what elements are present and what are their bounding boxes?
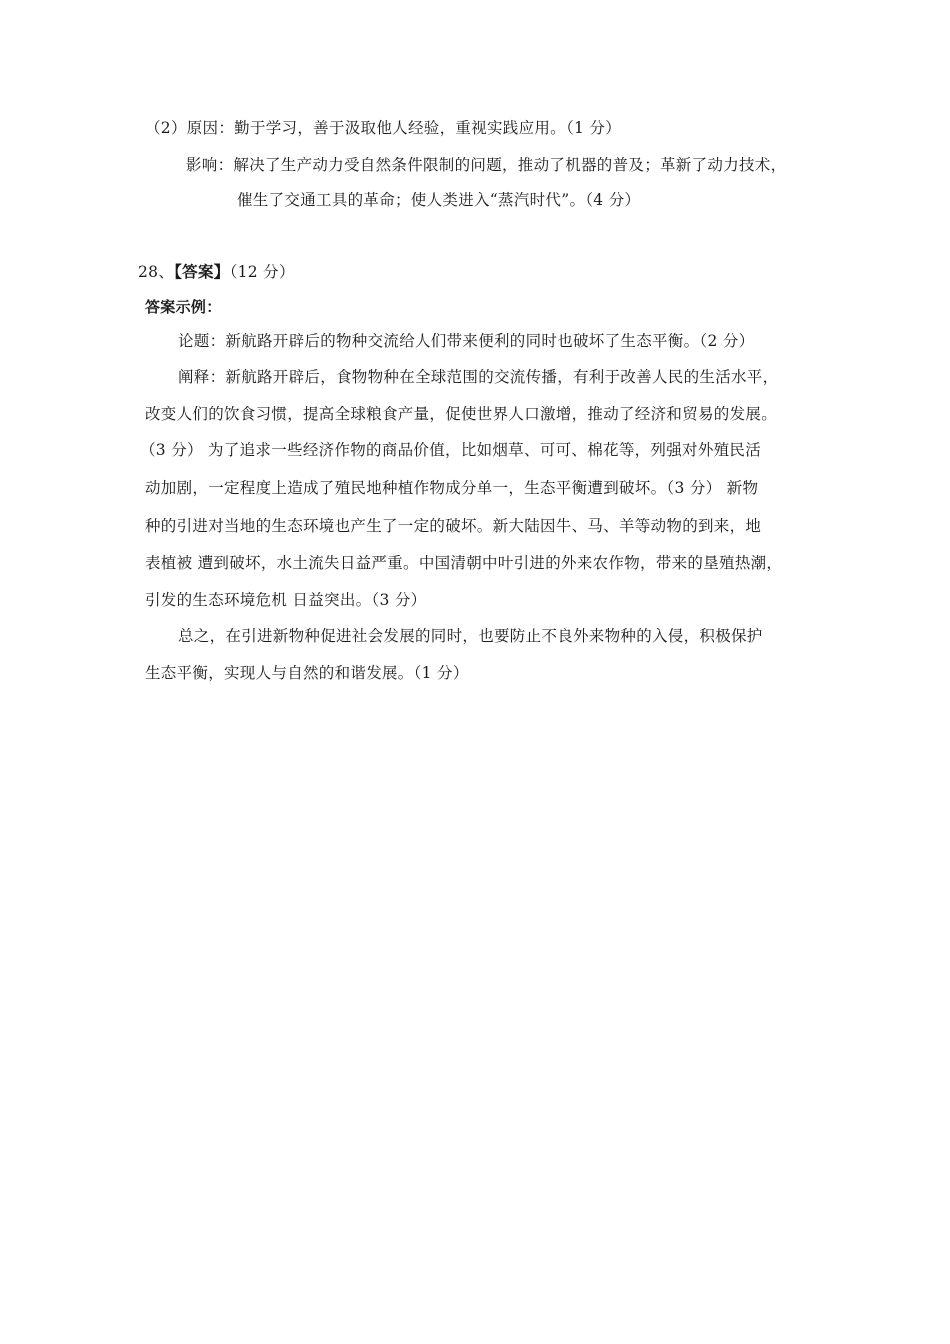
q27-part2-reason: （2）原因：勤于学习，善于汲取他人经验，重视实践应用。（1 分） [145,119,622,137]
q28-header [138,262,295,282]
q28-explanation-line1: 阐释：新航路开辟后，食物物种在全球范围的交流传播，有利于改善人民的生活水平， [178,368,779,386]
q28-explanation-line4: 动加剧，一定程度上造成了殖民地种植作物成分单一，生态平衡遭到破坏。（3 分） 新物 [145,479,759,497]
q28-number: 28、 [138,263,175,281]
q28-explanation-line3: （3 分） 为了追求一些经济作物的商品价值，比如烟草、可可、棉花等，列强对外殖民活 [140,441,762,459]
q28-thesis: 论题：新航路开辟后的物种交流给人们带来便利的同时也破坏了生态平衡。（2 分） [178,332,755,350]
q27-part2-impact-line2: 催生了交通工具的革命；使人类进入“蒸汽时代”。（4 分） [237,191,641,209]
q28-explanation-line7: 引发的生态环境危机 日益突出。（3 分） [145,591,427,609]
q28-explanation-line2: 改变人们的饮食习惯，提高全球粮食产量，促使世界人口激增，推动了经济和贸易的发展。 [145,405,778,423]
q28-points: （12 分） [229,263,295,281]
q28-conclusion-line1: 总之，在引进新物种促进社会发展的同时，也要防止不良外来物种的入侵，积极保护 [178,627,763,645]
q28-example-label: 答案示例： [145,298,222,316]
q27-part2-impact-line1: 影响：解决了生产动力受自然条件限制的问题，推动了机器的普及；革新了动力技术， [186,156,787,174]
q28-answer-label: 【答案】 [174,262,230,281]
q28-explanation-line6: 表植被 遭到破坏，水土流失日益严重。中国清朝中叶引进的外来农作物，带来的垦殖热潮， [145,554,783,572]
q28-explanation-line5: 种的引进对当地的生态环境也产生了一定的破坏。新大陆因牛、马、羊等动物的到来，地 [145,517,762,535]
q28-conclusion-line2: 生态平衡，实现人与自然的和谐发展。（1 分） [145,664,469,682]
